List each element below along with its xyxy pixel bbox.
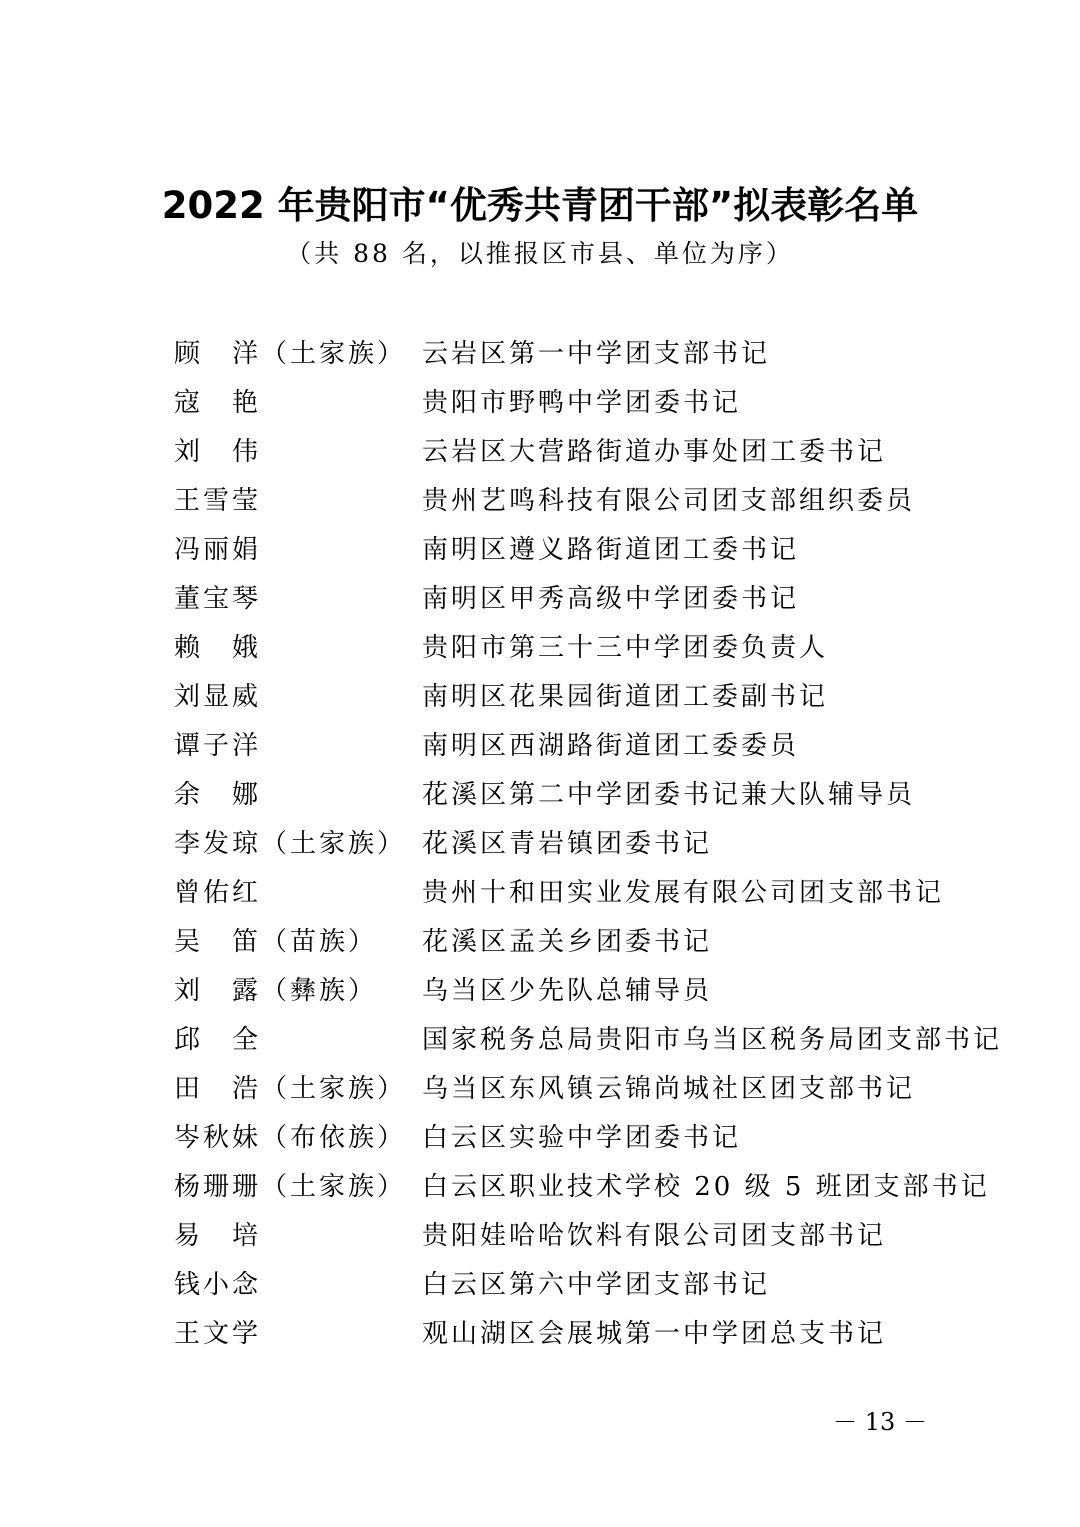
list-item: [174, 1261, 1054, 1310]
honoree-name: 赖 娥: [174, 633, 262, 663]
honoree-name: 谭子洋: [174, 731, 262, 761]
list-item: [174, 673, 1054, 722]
honoree-name: 王雪莹: [174, 486, 262, 516]
list-item: [174, 918, 1054, 967]
list-item: [174, 379, 1054, 428]
list-item: [174, 1163, 1054, 1212]
honoree-unit: 贵阳市第三十三中学团委负责人: [422, 633, 829, 663]
honoree-name: 刘显威: [174, 682, 262, 712]
honoree-name: 邱 全: [174, 1025, 262, 1055]
list-item: [174, 771, 1054, 820]
honoree-name: 岑秋妹（布依族）: [174, 1123, 407, 1153]
honoree-name: 顾 洋（土家族）: [174, 339, 407, 369]
honoree-name: 钱小念: [174, 1270, 262, 1300]
honoree-unit: 白云区职业技术学校 20 级 5 班团支部书记: [422, 1172, 990, 1202]
list-item: [174, 575, 1054, 624]
list-item: [174, 1114, 1054, 1163]
honoree-unit: 花溪区孟关乡团委书记: [422, 927, 713, 957]
list-item: [174, 624, 1054, 673]
list-item: [174, 428, 1054, 477]
honoree-unit: 南明区甲秀高级中学团委书记: [422, 584, 800, 614]
list-item: [174, 1310, 1054, 1359]
honoree-name: 刘 伟: [174, 437, 262, 467]
list-item: [174, 869, 1054, 918]
honoree-unit: 南明区花果园街道团工委副书记: [422, 682, 829, 712]
honoree-name: 曾佑红: [174, 878, 262, 908]
list-item: [174, 967, 1054, 1016]
honoree-name: 余 娜: [174, 780, 262, 810]
list-item: [174, 330, 1054, 379]
honoree-name: 冯丽娟: [174, 535, 262, 565]
honoree-name: 李发琼（土家族）: [174, 829, 407, 859]
honoree-unit: 白云区实验中学团委书记: [422, 1123, 742, 1153]
honoree-unit: 贵阳娃哈哈饮料有限公司团支部书记: [422, 1221, 887, 1251]
list-item: [174, 1016, 1054, 1065]
list-item: [174, 1212, 1054, 1261]
honoree-unit: 花溪区青岩镇团委书记: [422, 829, 713, 859]
honoree-name: 刘 露（彝族）: [174, 976, 378, 1006]
honoree-unit: 云岩区大营路街道办事处团工委书记: [422, 437, 887, 467]
honoree-name: 吴 笛（苗族）: [174, 927, 378, 957]
list-item: [174, 526, 1054, 575]
honoree-unit: 贵州十和田实业发展有限公司团支部书记: [422, 878, 945, 908]
honoree-name: 王文学: [174, 1319, 262, 1349]
honoree-unit: 贵阳市野鸭中学团委书记: [422, 388, 742, 418]
honoree-unit: 观山湖区会展城第一中学团总支书记: [422, 1319, 887, 1349]
list-item: [174, 477, 1054, 526]
honoree-unit: 云岩区第一中学团支部书记: [422, 339, 771, 369]
page-number: － 13 －: [833, 1408, 927, 1436]
honoree-unit: 南明区遵义路街道团工委书记: [422, 535, 800, 565]
honoree-name: 田 浩（土家族）: [174, 1074, 407, 1104]
honoree-list: [174, 330, 1054, 1359]
honoree-unit: 花溪区第二中学团委书记兼大队辅导员: [422, 780, 916, 810]
honoree-name: 寇 艳: [174, 388, 262, 418]
document-subtitle: （共 88 名，以推报区市县、单位为序）: [286, 239, 794, 268]
honoree-unit: 乌当区东风镇云锦尚城社区团支部书记: [422, 1074, 916, 1104]
honoree-name: 杨珊珊（土家族）: [174, 1172, 407, 1202]
honoree-unit: 贵州艺鸣科技有限公司团支部组织委员: [422, 486, 916, 516]
list-item: [174, 820, 1054, 869]
honoree-unit: 白云区第六中学团支部书记: [422, 1270, 771, 1300]
honoree-name: 易 培: [174, 1221, 262, 1251]
honoree-unit: 国家税务总局贵阳市乌当区税务局团支部书记: [422, 1025, 1003, 1055]
list-item: [174, 1065, 1054, 1114]
honoree-unit: 南明区西湖路街道团工委委员: [422, 731, 800, 761]
honoree-unit: 乌当区少先队总辅导员: [422, 976, 713, 1006]
honoree-name: 董宝琴: [174, 584, 262, 614]
list-item: [174, 722, 1054, 771]
document-title: 2022 年贵阳市“优秀共青团干部”拟表彰名单: [161, 184, 919, 227]
